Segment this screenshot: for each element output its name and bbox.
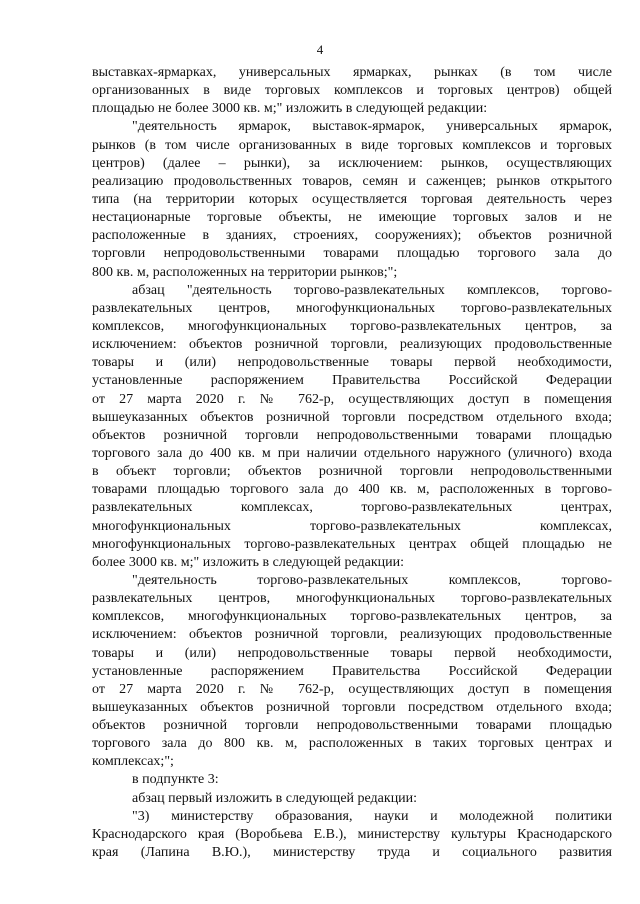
text-line: товары и (или) непродовольственные товары первой необходимости, [92,355,612,371]
text-line: развлекательных комплексах, торгово-развлекательных центрах, [92,500,612,516]
text-line: товары и (или) непродовольственные товары первой необходимости, [92,645,612,661]
text-line: торгового зала до 400 кв. м при наличии отдельного наружного (уличного) входа [92,445,612,461]
text-line: нестационарные торговые объекты, не имеющие торговых залов и не [92,210,612,226]
text-line: исключением: объектов розничной торговли, реализующих продовольственные [92,627,612,643]
text-line: от 27 марта 2020 г. № 762-р, осуществляющих доступ в помещения [92,681,612,697]
page-number: 4 [316,42,324,57]
text-line: вышеуказанных объектов розничной торговли посредством отдельного входа; [92,699,612,715]
text-line: Краснодарского края (Воробьева Е.В.), министерству культуры Краснодарского [92,826,612,842]
text-line: центров) (далее – рынки), за исключением: рынков, осуществляющих [92,155,612,171]
text-line: торгового зала до 800 кв. м, расположенных в таких торговых центрах и [92,736,612,752]
text-line: рынков (в том числе организованных в виде торговых комплексов и торговых [92,137,612,153]
text-line: вышеуказанных объектов розничной торговли посредством отдельного входа; [92,409,612,425]
text-line: абзац "деятельность торгово-развлекательных комплексов, торгово- [132,282,612,298]
text-line: развлекательных центров, многофункциональных торгово-развлекательных [92,591,612,607]
text-line: объектов розничной торговли непродовольственными товарами площадью [92,427,612,443]
text-line: комплексов, многофункциональных торгово-развлекательных центров, за [92,318,612,334]
text-line: объектов розничной торговли непродовольственными товарами площадью [92,718,612,734]
text-line: в подпункте 3: [132,772,219,788]
text-line: выставках-ярмарках, универсальных ярмарках, рынках (в том числе [92,65,612,80]
text-line: многофункциональных торгово-развлекательных комплексах, [92,518,612,534]
text-line: "деятельность ярмарок, выставок-ярмарок, универсальных ярмарок, [132,119,612,135]
text-line: "деятельность торгово-развлекательных комплексов, торгово- [132,572,612,588]
text-line: "3) министерству образования, науки и молодежной политики [132,808,612,824]
text-line: края (Лапина В.Ю.), министерству труда и социального развития [92,845,612,861]
text-line: от 27 марта 2020 г. № 762-р, осуществляющих доступ в помещения [92,391,612,407]
text-line: товарами площадью торгового зала до 400 кв. м, расположенных в торгово- [92,482,612,498]
text-line: 800 кв. м, расположенных на территории рынков;"; [92,264,398,280]
text-line: организованных в виде торговых комплексов и торговых центров) общей [92,83,612,99]
text-line: расположенные в зданиях, строениях, сооружениях); объектов розничной [92,228,612,244]
text-line: торговли непродовольственными товарами площадью торгового зала до [92,246,612,262]
text-line: установленные распоряжением Правительства Российской Федерации [92,373,612,389]
text-line: абзац первый изложить в следующей редакции: [132,790,418,806]
text-line: развлекательных центров, многофункциональных торгово-развлекательных [92,300,612,316]
text-line: реализацию продовольственных товаров, семян и саженцев; рынков открытого [92,173,612,189]
text-line: установленные распоряжением Правительства Российской Федерации [92,663,612,679]
text-line: многофункциональных торгово-развлекательных центрах общей площадью не [92,536,612,552]
text-line: типа (на территории которых осуществляется торговая деятельность через [92,191,612,207]
text-line: более 3000 кв. м;" изложить в следующей редакции: [92,554,404,570]
document-body [92,64,612,862]
text-line: комплексах;"; [92,754,174,770]
text-line: в объект торговли; объектов розничной торговли непродовольственными [92,464,612,480]
text-line: комплексов, многофункциональных торгово-развлекательных центров, за [92,609,612,625]
text-line: площадью не более 3000 кв. м;" изложить в следующей редакции: [92,101,488,117]
text-line: исключением: объектов розничной торговли, реализующих продовольственные [92,337,612,353]
